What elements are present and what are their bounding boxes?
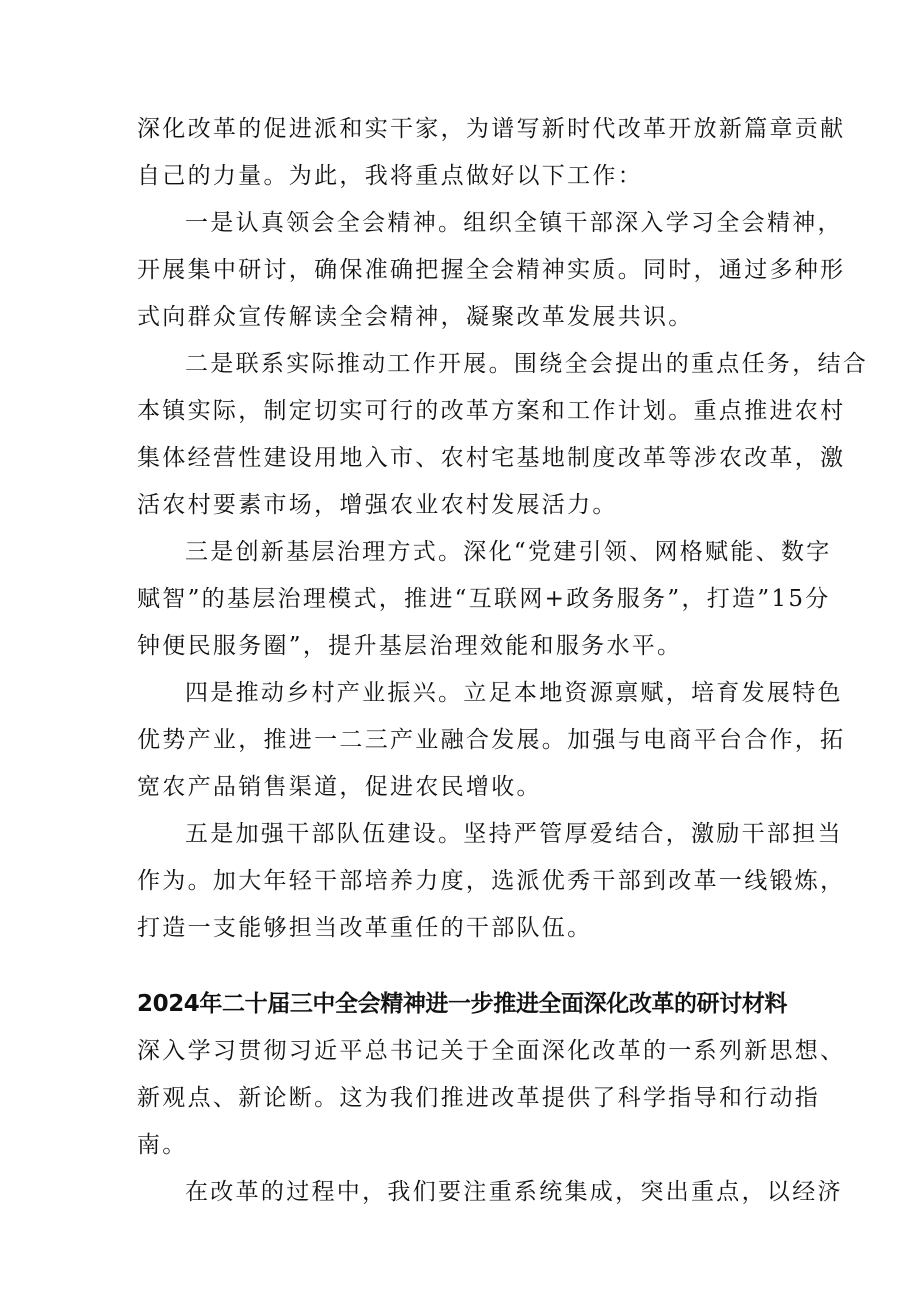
paragraph-first-line: 五是加强干部队伍建设。坚持严管厚爱结合，激励干部担当 (185, 821, 843, 847)
paragraph-first-line: 四是推动乡村产业振兴。立足本地资源禀赋，培育发展特色 (185, 680, 843, 706)
text-line: 南。 (137, 1132, 188, 1158)
text-line: 自己的力量。为此，我将重点做好以下工作： (137, 163, 643, 189)
text-line: 宽农产品销售渠道，促进农民增收。 (137, 774, 542, 800)
text-line: 本镇实际，制定切实可行的改革方案和工作计划。重点推进农村 (137, 398, 846, 424)
text-line: 深入学习贯彻习近平总书记关于全面深化改革的一系列新思想、 (137, 1038, 846, 1064)
text-line: 新观点、新论断。这为我们推进改革提供了科学指导和行动指 (137, 1085, 821, 1111)
text-line: 式向群众宣传解读全会精神，凝聚改革发展共识。 (137, 304, 694, 330)
paragraph-first-line: 在改革的过程中，我们要注重系统集成，突出重点，以经济 (185, 1179, 843, 1205)
text-line: 赋智”的基层治理模式，推进“互联网+政务服务”，打造”15分 (137, 586, 831, 612)
text-line: 开展集中研讨，确保准确把握全会精神实质。同时，通过多种形 (137, 257, 846, 283)
text-line: 深化改革的促进派和实干家，为谱写新时代改革开放新篇章贡献 (137, 116, 846, 142)
paragraph-first-line: 一是认真领会全会精神。组织全镇干部深入学习全会精神， (185, 210, 843, 236)
text-line: 优势产业，推进一二三产业融合发展。加强与电商平台合作，拓 (137, 727, 846, 753)
text-line: 活农村要素市场，增强农业农村发展活力。 (137, 492, 618, 518)
paragraph-first-line: 二是联系实际推动工作开展。围绕全会提出的重点任务，结合 (185, 351, 869, 377)
section-title: 2024年二十届三中全会精神进一步推进全面深化改革的研讨材料 (137, 991, 788, 1017)
text-line: 打造一支能够担当改革重任的干部队伍。 (137, 915, 593, 941)
paragraph-first-line: 三是创新基层治理方式。深化“党建引领、网格赋能、数字 (185, 539, 832, 565)
text-line: 作为。加大年轻干部培养力度，选派优秀干部到改革一线锻炼， (137, 868, 846, 894)
text-line: 集体经营性建设用地入市、农村宅基地制度改革等涉农改革，激 (137, 445, 846, 471)
text-line: 钟便民服务圈”，提升基层治理效能和服务水平。 (137, 633, 683, 659)
